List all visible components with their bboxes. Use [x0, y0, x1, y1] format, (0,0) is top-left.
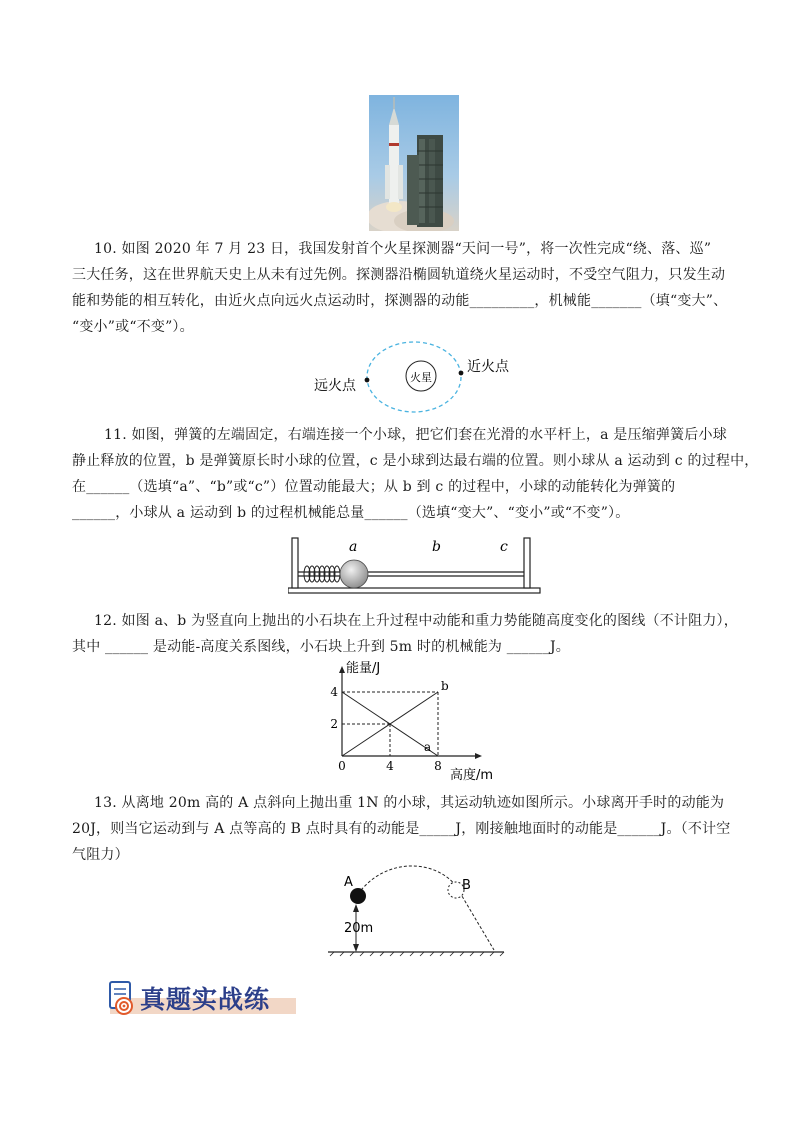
q12-line-1: 12. 如图 a、b 为竖直向上抛出的小石块在上升过程中动能和重力势能随高度变化的图线（不计阻力），	[94, 613, 738, 629]
q12-line-2: 其中 ______ 是动能-高度关系图线，小石块上升到 5m 时的机械能为 ______J。	[72, 639, 570, 655]
near-point-label: 近火点	[467, 359, 509, 375]
series-label-b: b	[441, 679, 449, 693]
label-B: B	[462, 878, 471, 893]
ball	[340, 560, 368, 588]
q10-line-3: 能和势能的相互转化，由近火点向远火点运动时，探测器的动能_________，机械能_______（填“变大”、	[72, 293, 728, 309]
energy-height-chart	[320, 658, 510, 782]
y-tick-label-4: 4	[330, 685, 338, 699]
near-point-dot	[459, 371, 464, 376]
projectile-diagram	[326, 862, 506, 962]
height-label: 20m	[344, 921, 374, 936]
question-11	[72, 422, 759, 526]
q10-line-2: 三大任务，这在世界航天史上从未有过先例。探测器沿椭圆轨道绕火星运动时，不受空气阻力，只发生动	[72, 267, 726, 283]
q10-line-4: “变小”或“不变”）。	[72, 319, 194, 335]
x-tick-label-8: 8	[434, 759, 442, 773]
x-tick-label-4: 4	[386, 759, 394, 773]
trajectory	[358, 866, 494, 950]
far-point-label: 远火点	[314, 378, 356, 394]
series-label-a: a	[424, 740, 432, 755]
label-c: c	[500, 539, 508, 555]
y-axis-label: 能量/J	[346, 661, 381, 676]
q13-line-3: 气阻力）	[72, 847, 129, 863]
x-tick-label-0: 0	[338, 759, 346, 773]
q13-line-1: 13. 从离地 20m 高的 A 点斜向上抛出重 1N 的小球，其运动轨迹如图所示。小球离开手时的动能为	[94, 795, 725, 811]
q10-line-1: 10. 如图 2020 年 7 月 23 日，我国发射首个火星探测器“天问一号”，将一次性完成“绕、落、巡”	[94, 241, 712, 257]
question-12	[72, 608, 742, 660]
spring-coil	[304, 566, 340, 582]
spring-ball-diagram	[288, 534, 542, 596]
q13-line-2: 20J，则当它运动到与 A 点等高的 B 点时具有的动能是_____J，刚接触地面时的动能是______J。（不计空	[72, 821, 731, 837]
q11-line-2: 静止释放的位置，b 是弹簧原长时小球的位置，c 是小球到达最右端的位置。则小球从 a 运动到 c 的过程中，	[72, 453, 759, 469]
label-b: b	[432, 539, 441, 555]
question-13	[72, 790, 742, 868]
q11-line-4: ______，小球从 a 运动到 b 的过程机械能总量______（选填“变大”、“变小”或“不变”）。	[72, 505, 630, 521]
y-axis-arrow	[339, 666, 345, 673]
label-A: A	[344, 875, 353, 890]
ball-a	[350, 888, 366, 904]
rocket-launch-photo	[369, 95, 459, 231]
section-title: 真题实战练	[140, 985, 271, 1014]
q11-line-3: 在______（选填“a”、“b”或“c”）位置动能最大；从 b 到 c 的过程中，小球的动能转化为弹簧的	[72, 479, 676, 495]
mars-label: 火星	[410, 371, 432, 384]
far-point-dot	[365, 378, 370, 383]
x-axis-label: 高度/m	[450, 768, 494, 782]
section-header	[104, 978, 304, 1018]
mars-orbit-diagram	[300, 340, 530, 415]
q11-line-1: 11. 如图，弹簧的左端固定，右端连接一个小球，把它们套在光滑的水平杆上，a 是压缩弹簧后小球	[104, 427, 727, 443]
y-tick-label-2: 2	[330, 717, 338, 731]
x-axis-arrow	[475, 753, 482, 759]
target-icon	[104, 980, 138, 1016]
question-10	[72, 236, 742, 340]
label-a: a	[349, 539, 358, 555]
